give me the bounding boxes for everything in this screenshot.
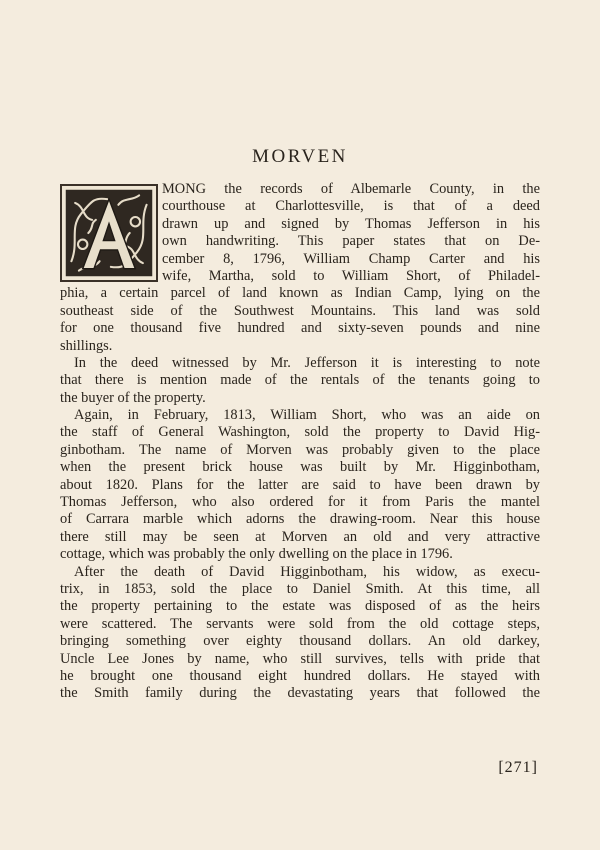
text-line: when the present brick house was built by Mr. Higginbotham, bbox=[60, 459, 540, 476]
text-line: that there is mention made of the rentals of the tenants going to bbox=[60, 372, 540, 389]
text-line: Uncle Lee Jones by name, who still survives, tells with pride that bbox=[60, 650, 540, 667]
body-text bbox=[60, 181, 540, 703]
text-line: cottage, which was probably the only dwelling on the place in 1796. bbox=[60, 546, 453, 563]
text-line: about 1820. Plans for the latter are said to have been drawn by bbox=[60, 476, 540, 493]
text-line: for one thousand five hundred and sixty-seven pounds and nine bbox=[60, 320, 540, 337]
text-line: the Smith family during the devastating years that followed the bbox=[60, 685, 540, 702]
text-line: trix, in 1853, sold the place to Daniel Smith. At this time, all bbox=[60, 580, 540, 597]
text-line: drawn up and signed by Thomas Jefferson in his bbox=[162, 215, 540, 232]
text-line: the staff of General Washington, sold the property to David Hig- bbox=[60, 424, 540, 441]
text-line: shillings. bbox=[60, 337, 113, 354]
text-line: Thomas Jefferson, who also ordered for it from Paris the mantel bbox=[60, 494, 540, 511]
page-title: MORVEN bbox=[252, 146, 348, 167]
text-line: of Carrara marble which adorns the drawing-room. Near this house bbox=[60, 511, 540, 528]
text-line: wife, Martha, sold to William Short, of Philadel- bbox=[162, 267, 540, 284]
text-line: the property pertaining to the estate was disposed of as the heirs bbox=[60, 598, 540, 615]
text-line: he brought one thousand eight hundred dollars. He stayed with bbox=[60, 667, 540, 684]
text-line: the buyer of the property. bbox=[60, 389, 206, 406]
text-line: southeast side of the Southwest Mountains. This land was sold bbox=[60, 302, 540, 319]
text-line: bringing something over eighty thousand dollars. An old darkey, bbox=[60, 633, 540, 650]
text-line: MONG the records of Albemarle County, in the bbox=[162, 181, 540, 197]
text-line: In the deed witnessed by Mr. Jefferson it is interesting to note bbox=[74, 354, 540, 371]
text-line: courthouse at Charlottesville, is that of a deed bbox=[162, 198, 540, 215]
text-line: Again, in February, 1813, William Short, who was an aide on bbox=[74, 407, 540, 424]
page-number: [271] bbox=[498, 759, 538, 776]
text-line: After the death of David Higginbotham, his widow, as execu- bbox=[74, 563, 540, 580]
text-line: phia, a certain parcel of land known as Indian Camp, lying on the bbox=[60, 285, 540, 302]
text-line: were scattered. The servants were sold from the old cottage steps, bbox=[60, 615, 540, 632]
text-line: own handwriting. This paper states that on De- bbox=[162, 233, 540, 250]
text-line: ginbotham. The name of Morven was probably given to the place bbox=[60, 441, 540, 458]
text-line: cember 8, 1796, William Champ Carter and his bbox=[162, 250, 540, 267]
text-line: there still may be seen at Morven an old and very attractive bbox=[60, 528, 540, 545]
